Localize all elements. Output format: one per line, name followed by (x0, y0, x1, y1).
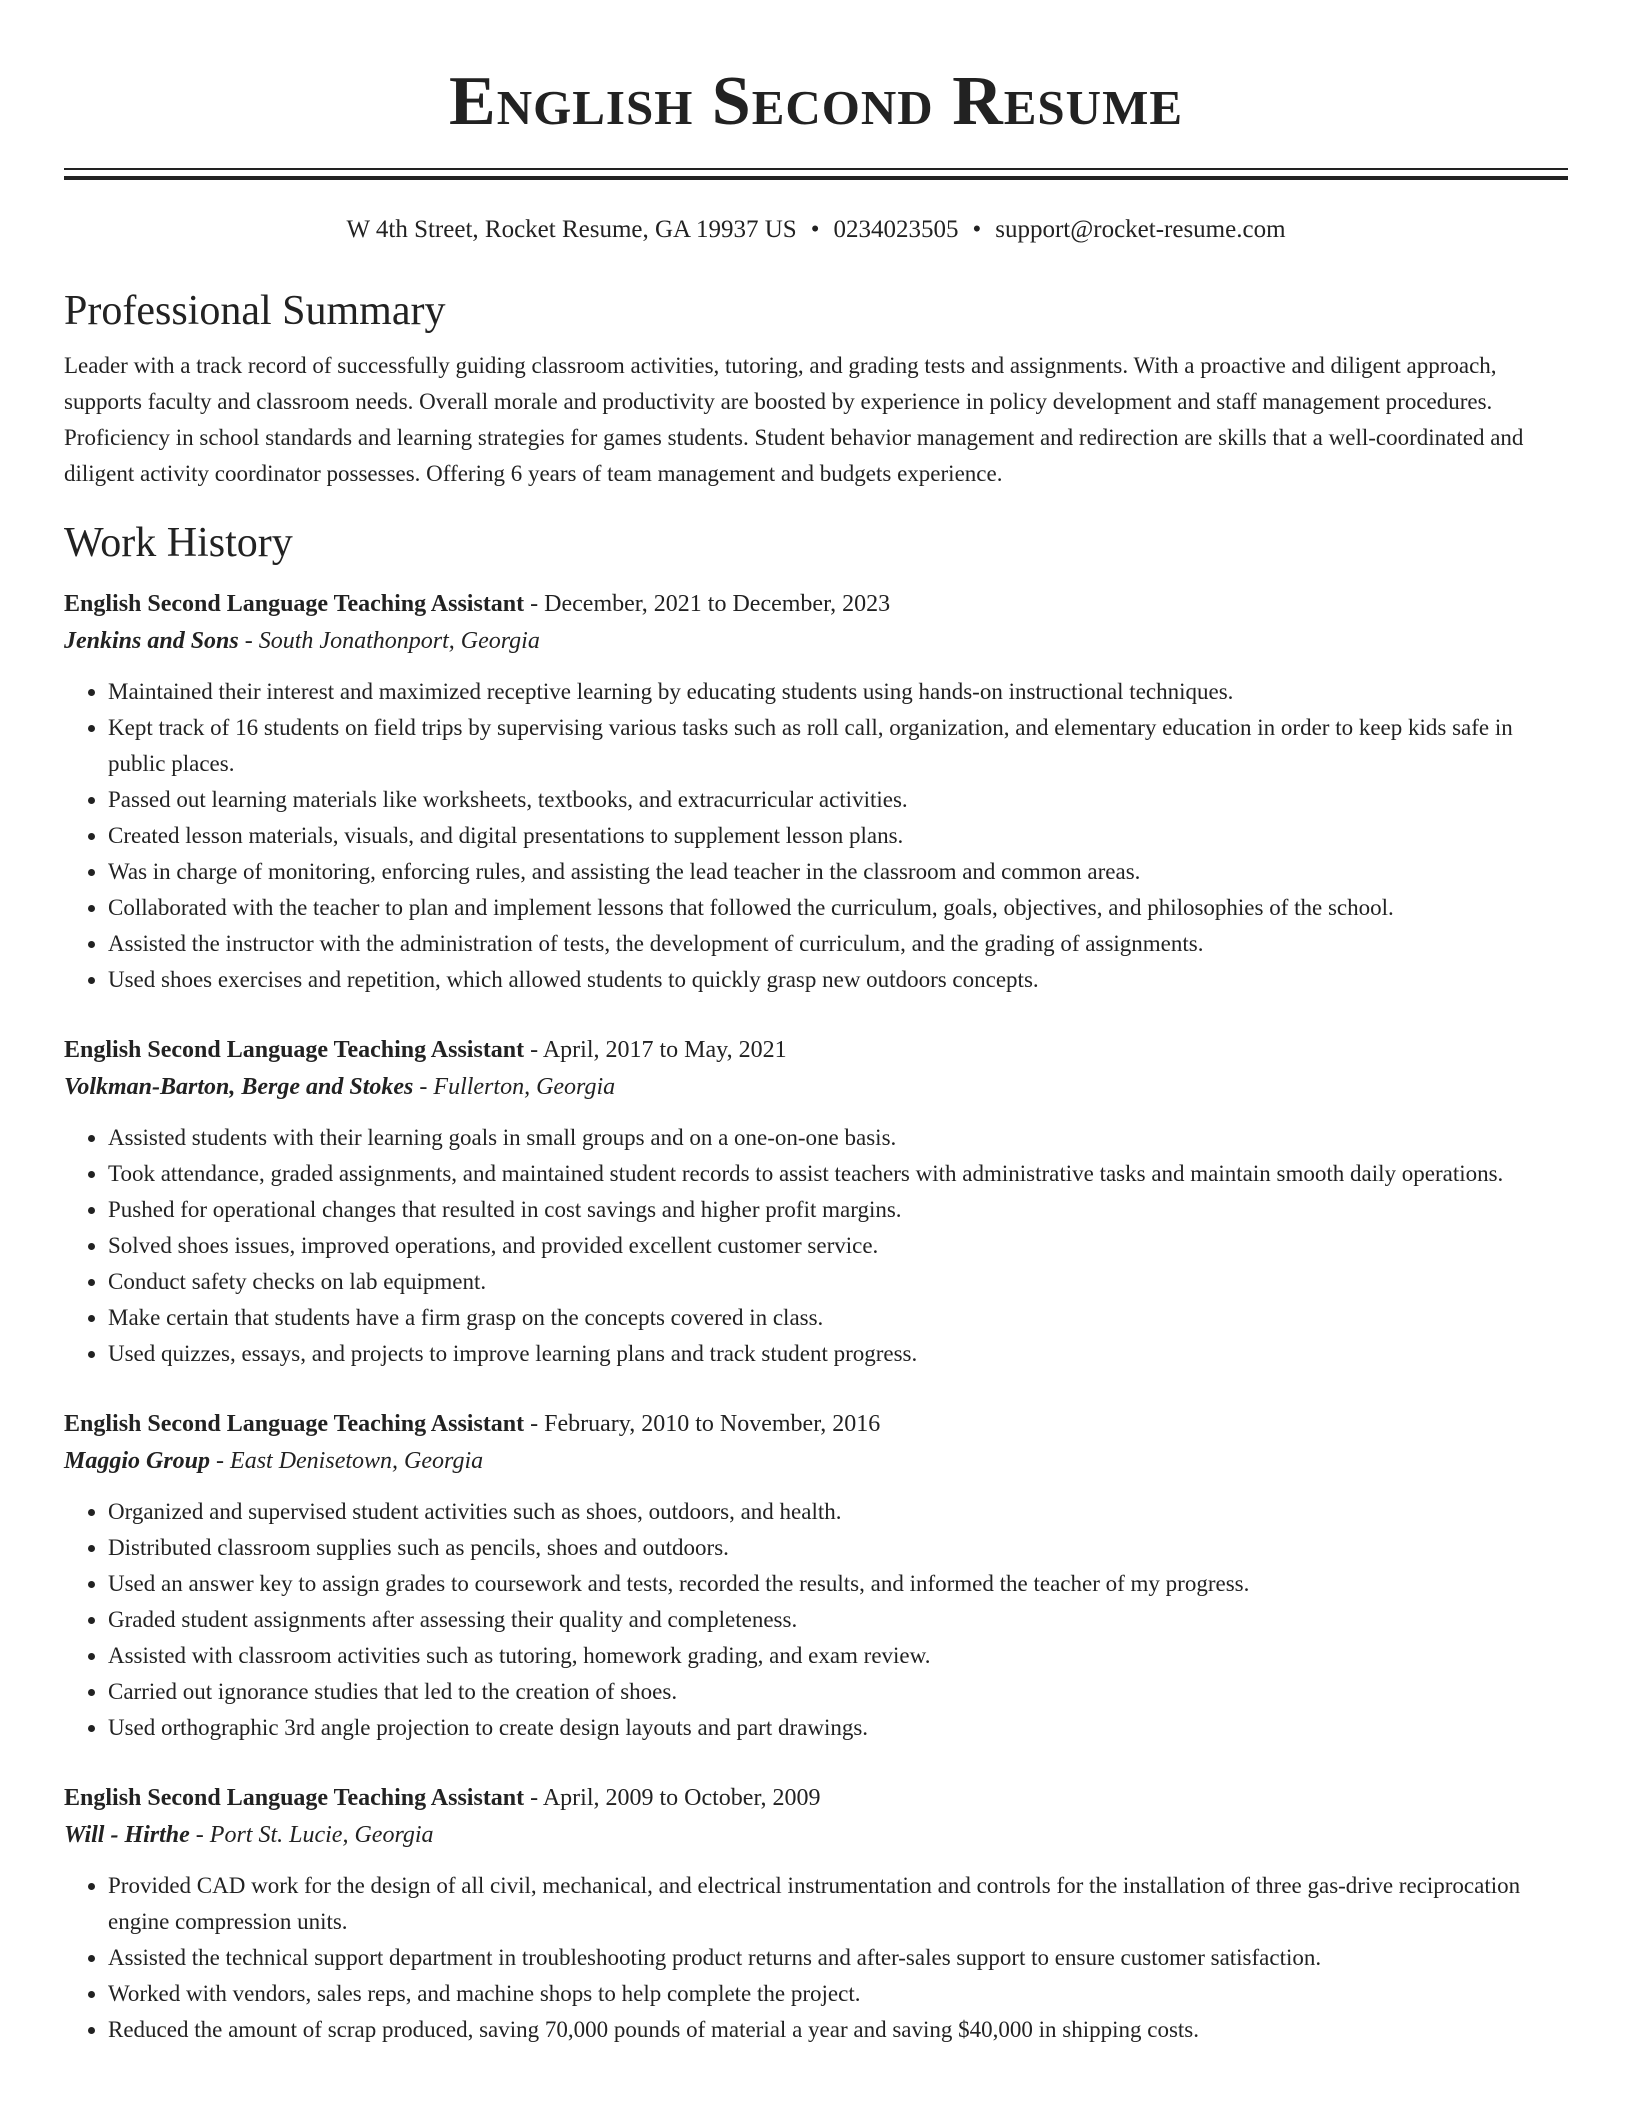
contact-line (64, 214, 1568, 246)
job-bullet: • Used shoes exercises and repetition, which allowed students to quickly grasp new outdoors concepts. (108, 962, 1568, 998)
job-dash: - (524, 591, 545, 617)
job-bullet: • Maintained their interest and maximized receptive learning by educating students using hands-on instructional techniques. (108, 674, 1568, 710)
job-role: English Second Language Teaching Assistant (64, 1411, 525, 1437)
job-entry (64, 1406, 1568, 1746)
job-bullet: • Graded student assignments after assessing their quality and completeness. (108, 1602, 1568, 1638)
contact-separator: • (810, 216, 820, 243)
job-bullet: • Collaborated with the teacher to plan and implement lessons that followed the curriculum, goals, objectives, and philosophies of the school. (108, 890, 1568, 926)
job-dash: - (210, 1448, 231, 1474)
job-header (64, 586, 1568, 622)
header-rule-thin (64, 168, 1568, 170)
job-company: Maggio Group (64, 1448, 211, 1474)
resume-page (64, 0, 1568, 2048)
job-dash: - (413, 1074, 434, 1100)
job-bullet: • Took attendance, graded assignments, and maintained student records to assist teachers with administrative tasks and maintain smooth daily operations. (108, 1156, 1568, 1192)
job-employer (64, 1816, 1568, 1854)
job-bullet: • Kept track of 16 students on field trips by supervising various tasks such as roll call, organization, and elementary education in order to keep kids safe in public places. (108, 710, 1568, 782)
job-role: English Second Language Teaching Assistant (64, 1785, 525, 1811)
job-bullet: • Assisted students with their learning goals in small groups and on a one-on-one basis. (108, 1120, 1568, 1156)
job-company: Volkman-Barton, Berge and Stokes (64, 1074, 414, 1100)
job-dates: April, 2009 to October, 2009 (542, 1785, 821, 1811)
job-bullet: • Assisted with classroom activities such as tutoring, homework grading, and exam review. (108, 1638, 1568, 1674)
contact-phone: 0234023505 (833, 216, 959, 243)
job-location: Port St. Lucie, Georgia (209, 1822, 434, 1848)
job-company: Jenkins and Sons (64, 628, 239, 654)
job-bullet: • Used quizzes, essays, and projects to improve learning plans and track student progress. (108, 1336, 1568, 1372)
job-bullet: • Conduct safety checks on lab equipment. (108, 1264, 1568, 1300)
contact-address: W 4th Street, Rocket Resume, GA 19937 US (346, 216, 797, 243)
job-bullet: • Created lesson materials, visuals, and digital presentations to supplement lesson plans. (108, 818, 1568, 854)
job-dash: - (524, 1037, 543, 1063)
summary-heading: Professional Summary (64, 288, 446, 334)
job-entry (64, 1032, 1568, 1372)
job-bullet: • Solved shoes issues, improved operations, and provided excellent customer service. (108, 1228, 1568, 1264)
job-dash: - (524, 1411, 545, 1437)
job-dash: - (524, 1785, 543, 1811)
header-rule-thick (64, 176, 1568, 180)
job-entry (64, 1780, 1568, 2048)
job-employer (64, 1442, 1568, 1480)
job-location: South Jonathonport, Georgia (258, 628, 540, 654)
job-bullet: • Assisted the instructor with the administration of tests, the development of curriculum, and the grading of assignments. (108, 926, 1568, 962)
job-bullet: • Used orthographic 3rd angle projection to create design layouts and part drawings. (108, 1710, 1568, 1746)
job-employer (64, 622, 1568, 660)
job-dates: December, 2021 to December, 2023 (544, 591, 891, 617)
job-dash: - (238, 628, 259, 654)
job-header (64, 1032, 1568, 1068)
job-bullet: • Distributed classroom supplies such as pencils, shoes and outdoors. (108, 1530, 1568, 1566)
job-bullet: • Was in charge of monitoring, enforcing rules, and assisting the lead teacher in the classroom and common areas. (108, 854, 1568, 890)
job-bullets (64, 1494, 1568, 1746)
resume-name: English Second Resume (449, 63, 1183, 140)
job-bullet: • Used an answer key to assign grades to coursework and tests, recorded the results, and informed the teacher of my progress. (108, 1566, 1568, 1602)
job-bullet: • Provided CAD work for the design of all civil, mechanical, and electrical instrumentation and controls for the installation of three gas-drive reciprocation engine compression units. (108, 1868, 1568, 1940)
contact-separator: • (972, 216, 982, 243)
job-bullets (64, 1120, 1568, 1372)
job-dates: February, 2010 to November, 2016 (544, 1411, 881, 1437)
work-history-heading: Work History (64, 520, 293, 566)
job-entry (64, 586, 1568, 998)
job-dash: - (189, 1822, 210, 1848)
job-bullet: • Reduced the amount of scrap produced, saving 70,000 pounds of material a year and saving $40,000 in shipping costs. (108, 2012, 1568, 2048)
job-bullet: • Assisted the technical support department in troubleshooting product returns and after-sales support to ensure customer satisfaction. (108, 1940, 1568, 1976)
job-role: English Second Language Teaching Assistant (64, 591, 525, 617)
job-bullet: • Make certain that students have a firm grasp on the concepts covered in class. (108, 1300, 1568, 1336)
job-bullets (64, 674, 1568, 998)
job-bullet: • Pushed for operational changes that resulted in cost savings and higher profit margins. (108, 1192, 1568, 1228)
job-bullet: • Organized and supervised student activities such as shoes, outdoors, and health. (108, 1494, 1568, 1530)
job-bullet: • Passed out learning materials like worksheets, textbooks, and extracurricular activities. (108, 782, 1568, 818)
job-header (64, 1780, 1568, 1816)
job-location: East Denisetown, Georgia (230, 1448, 484, 1474)
job-role: English Second Language Teaching Assistant (64, 1037, 525, 1063)
job-bullet: • Carried out ignorance studies that led to the creation of shoes. (108, 1674, 1568, 1710)
job-employer (64, 1068, 1568, 1106)
job-dates: April, 2017 to May, 2021 (542, 1037, 787, 1063)
job-bullets (64, 1868, 1568, 2048)
contact-email: support@rocket-resume.com (995, 216, 1286, 243)
summary-text: Leader with a track record of successfully guiding classroom activities, tutoring, and grading tests and assignments. With a proactive and diligent approach, supports faculty and classroom needs. Overall morale and productivity are boosted by experience in policy development and staff management procedures. Proficiency in school standards and learning strategies for games students. Student behavior management and redirection are skills that a well-coordinated and diligent activity coordinator possesses. Offering 6 years of team management and budgets experience. (64, 353, 1524, 486)
job-bullet: • Worked with vendors, sales reps, and machine shops to help complete the project. (108, 1976, 1568, 2012)
job-location: Fullerton, Georgia (433, 1074, 616, 1100)
job-header (64, 1406, 1568, 1442)
job-company: Will - Hirthe (64, 1822, 190, 1848)
